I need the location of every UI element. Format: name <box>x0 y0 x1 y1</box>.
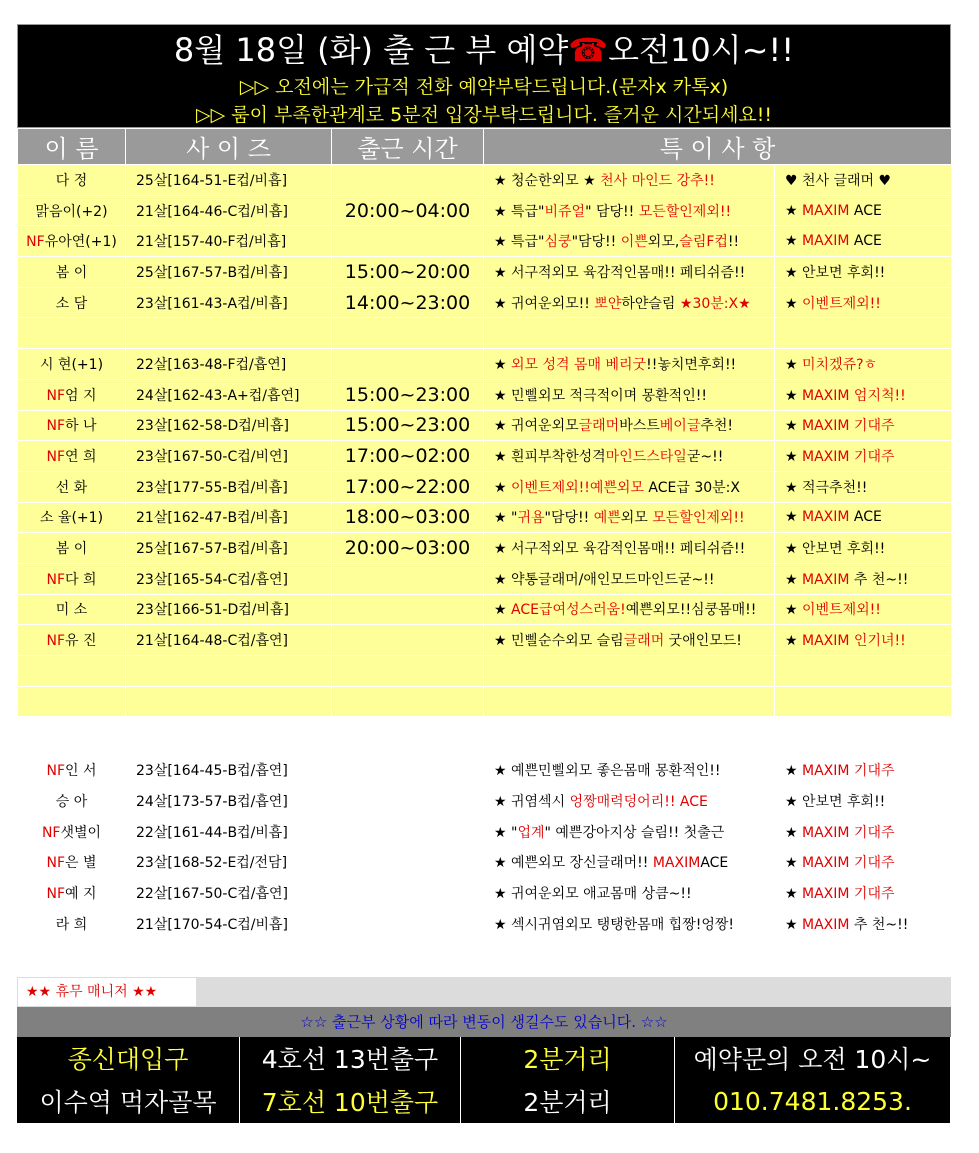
highlight-text: NF <box>46 449 66 466</box>
cell-size: 25살[167-57-B컵/비흡] <box>126 257 332 288</box>
highlight-text: MAXIM <box>802 509 850 526</box>
cell-name: 맑음이(+2) <box>18 195 126 226</box>
cell-note <box>484 441 775 472</box>
cell-name: 미 소 <box>18 594 126 625</box>
off-manager-bar <box>17 977 951 1007</box>
cell-size: 23살[164-45-B컵/흡연] <box>126 755 332 786</box>
schedule-sheet <box>17 24 951 1123</box>
cell-note <box>484 195 775 226</box>
highlight-text: MAXIM 엄지척!! <box>802 387 906 404</box>
text: ★ <box>494 602 512 619</box>
text: ★ 흰피부착한성격 <box>494 449 606 466</box>
table-header <box>18 129 952 165</box>
text: ★ <box>785 763 803 780</box>
cell-name: 라 희 <box>18 908 126 939</box>
cell-tag <box>775 656 952 687</box>
title-banner <box>17 24 951 128</box>
highlight-text: 글래머 <box>623 633 665 650</box>
highlight-text: MAXIM 기대주 <box>802 449 895 466</box>
text: ★ 섹시귀염외모 탱탱한몸매 힙짱!엉짱! <box>494 916 734 933</box>
text: " 예쁜강아지상 슬림!! 첫출근 <box>544 824 725 841</box>
text: ★ " <box>494 824 518 841</box>
highlight-text: 마인드스타일 <box>605 449 687 466</box>
text: 샛별이 <box>60 824 102 841</box>
text: ★ <box>785 449 803 466</box>
table-row <box>18 755 952 786</box>
table-row <box>18 786 952 817</box>
text: !! <box>727 234 740 251</box>
cell-size: 22살[167-50-C컵/흡연] <box>126 878 332 909</box>
highlight-text: MAXIM 기대주 <box>802 824 895 841</box>
cell-name <box>18 656 126 687</box>
highlight-text: MAXIM 기대주 <box>802 763 895 780</box>
text: 바스트 <box>619 418 660 435</box>
cell-name <box>18 878 126 909</box>
phone-icon: ☎ <box>568 31 609 69</box>
text: ★ 예쁜외모 장신글래머!! <box>494 855 653 872</box>
cell-time <box>332 786 484 817</box>
cell-size: 22살[161-44-B컵/비흡] <box>126 816 332 847</box>
table-row <box>18 847 952 878</box>
cell-size: 25살[164-51-E컵/비흡] <box>126 165 332 196</box>
header-note: 특 이 사 항 <box>484 129 952 165</box>
cell-time <box>332 755 484 786</box>
text: ★ 안보면 후회!! <box>785 264 886 281</box>
cell-size: 23살[166-51-D컵/비흡] <box>126 594 332 625</box>
cell-time: 17:00~02:00 <box>332 441 484 472</box>
cell-time: 20:00~03:00 <box>332 533 484 564</box>
text: ♥ 천사 글래머 ♥ <box>785 172 892 189</box>
cell-tag <box>775 349 952 380</box>
cell-time: 18:00~03:00 <box>332 502 484 533</box>
text: ★ <box>785 633 803 650</box>
text: ★ <box>785 855 803 872</box>
cell-tag <box>775 471 952 502</box>
table-row <box>18 318 952 349</box>
cell-name <box>18 226 126 257</box>
cell-time <box>332 878 484 909</box>
table-row <box>18 257 952 288</box>
cell-name: 봄 이 <box>18 533 126 564</box>
cell-note <box>484 287 775 318</box>
header-time: 출근 시간 <box>332 129 484 165</box>
text: 외모 <box>620 510 653 527</box>
cell-time: 15:00~20:00 <box>332 257 484 288</box>
cell-time: 14:00~23:00 <box>332 287 484 318</box>
highlight-text: 업계 <box>517 824 545 841</box>
reservation-hours: 예약문의 오전 10시~ <box>675 1037 951 1080</box>
cell-tag <box>775 563 952 594</box>
table-row <box>18 410 952 441</box>
highlight-text: MAXIM <box>802 233 850 250</box>
table-row <box>18 471 952 502</box>
cell-tag <box>775 441 952 472</box>
cell-name <box>18 755 126 786</box>
location-2: 이수역 먹자골목 <box>17 1080 240 1123</box>
text: ★ 민삘순수외모 슬림 <box>494 633 624 650</box>
cell-tag <box>775 257 952 288</box>
text: 추 천~!! <box>849 571 909 588</box>
text: ★ <box>785 233 803 250</box>
text: 연 희 <box>65 449 97 466</box>
text: ★ 예쁜민삘외모 좋은몸매 몽환적인!! <box>494 763 721 780</box>
cell-tag <box>775 287 952 318</box>
cell-note <box>484 847 775 878</box>
location-footer <box>17 1037 951 1123</box>
text: 굳~!! <box>686 449 724 466</box>
cell-note <box>484 816 775 847</box>
cell-size: 21살[164-46-C컵/비흡] <box>126 195 332 226</box>
cell-note <box>484 349 775 380</box>
highlight-text: MAXIM <box>802 571 850 588</box>
cell-size: 23살[168-52-E컵/전담] <box>126 847 332 878</box>
table-row <box>18 533 952 564</box>
table-row <box>18 379 952 410</box>
cell-time <box>332 656 484 687</box>
cell-size: 21살[164-48-C컵/흡연] <box>126 625 332 656</box>
table-row <box>18 625 952 656</box>
cell-tag <box>775 908 952 939</box>
cell-tag <box>775 195 952 226</box>
highlight-text: 엉짱매력덩어리!! ACE <box>569 793 708 810</box>
notice-bar: ☆☆ 출근부 상황에 따라 변동이 생길수도 있습니다. ☆☆ <box>17 1007 951 1037</box>
cell-size: 25살[167-57-B컵/비흡] <box>126 533 332 564</box>
cell-time <box>332 594 484 625</box>
highlight-text: 뽀얀 <box>594 295 622 312</box>
highlight-text: NF <box>46 418 66 435</box>
cell-time <box>332 847 484 878</box>
cell-name: 봄 이 <box>18 257 126 288</box>
cell-tag <box>775 502 952 533</box>
page-title <box>18 25 950 73</box>
highlight-text: MAXIM 기대주 <box>802 418 895 435</box>
text: ★ <box>785 885 803 902</box>
cell-time <box>332 686 484 717</box>
highlight-text: NF <box>46 763 66 780</box>
table-row <box>18 878 952 909</box>
cell-size: 23살[177-55-B컵/비흡] <box>126 471 332 502</box>
text: ★ 안보면 후회!! <box>785 793 886 810</box>
cell-time: 20:00~04:00 <box>332 195 484 226</box>
cell-tag <box>775 379 952 410</box>
text: ★ 적극추천!! <box>785 479 868 496</box>
text: 하 나 <box>65 418 97 435</box>
highlight-text: 이벤트제외!!예쁜외모 <box>511 479 644 496</box>
cell-size: 22살[163-48-F컵/흡연] <box>126 349 332 380</box>
text: ACE <box>700 855 729 872</box>
title-hours: 오전10시~!! <box>608 31 795 69</box>
text: ★ 특급" <box>494 203 545 220</box>
text: 은 별 <box>65 855 97 872</box>
text: 예 지 <box>65 885 97 902</box>
cell-size: 24살[173-57-B컵/흡연] <box>126 786 332 817</box>
cell-time <box>332 226 484 257</box>
text: 추 천~!! <box>849 916 909 933</box>
text: !!놓치면후회!! <box>646 356 737 373</box>
table-row <box>18 908 952 939</box>
cell-name <box>18 441 126 472</box>
cell-name: 승 아 <box>18 786 126 817</box>
text: ★ <box>494 356 512 373</box>
text: ★ 약통글래머/애인모드마인드굳~!! <box>494 571 715 588</box>
highlight-text: MAXIM 기대주 <box>802 855 895 872</box>
text: "담당!! <box>544 510 594 527</box>
highlight-text: NF <box>46 855 66 872</box>
cell-time <box>332 625 484 656</box>
cell-tag <box>775 533 952 564</box>
cell-time <box>332 563 484 594</box>
cell-time <box>332 816 484 847</box>
cell-name <box>18 816 126 847</box>
cell-note <box>484 318 775 349</box>
header-size: 사 이 즈 <box>126 129 332 165</box>
highlight-text: 심쿵 <box>544 234 572 251</box>
cell-size: 21살[157-40-F컵/비흡] <box>126 226 332 257</box>
cell-note <box>484 625 775 656</box>
cell-note <box>484 686 775 717</box>
cell-name <box>18 625 126 656</box>
highlight-text: 모든할인제외!! <box>652 510 745 527</box>
text: ACE <box>849 233 882 250</box>
cell-size: 23살[162-58-D컵/비흡] <box>126 410 332 441</box>
table-row <box>18 502 952 533</box>
highlight-text: 이쁜 <box>620 234 648 251</box>
cell-size: 24살[162-43-A+컵/흡연] <box>126 379 332 410</box>
cell-time <box>332 349 484 380</box>
cell-size <box>126 686 332 717</box>
cell-note <box>484 471 775 502</box>
text: ★ <box>785 509 803 526</box>
cell-time: 17:00~22:00 <box>332 471 484 502</box>
distance-1: 2분거리 <box>461 1037 675 1080</box>
cell-size: 21살[170-54-C컵/비흡] <box>126 908 332 939</box>
text: 다 희 <box>65 571 97 588</box>
text: ★ 귀여운외모 애교몸매 상큼~!! <box>494 885 692 902</box>
text: ★ <box>785 387 803 404</box>
highlight-text: MAXIM 인기녀!! <box>802 633 906 650</box>
exit-1: 4호선 13번출구 <box>240 1037 461 1080</box>
schedule-table <box>17 128 952 717</box>
text: 엄 지 <box>65 387 97 404</box>
cell-note <box>484 755 775 786</box>
text: ★ <box>494 479 512 496</box>
text: ★ <box>785 418 803 435</box>
extra-list <box>18 755 952 939</box>
text: ★ <box>785 202 803 219</box>
cell-note <box>484 533 775 564</box>
header-name: 이 름 <box>18 129 126 165</box>
table-row <box>18 563 952 594</box>
cell-name <box>18 563 126 594</box>
highlight-text: ★30분:X★ <box>679 295 751 312</box>
table-row <box>18 195 952 226</box>
table-row <box>18 686 952 717</box>
highlight-text: NF <box>26 234 45 251</box>
text: ★ <box>785 824 803 841</box>
table-row <box>18 816 952 847</box>
text: 하얀슬림 <box>621 295 680 312</box>
cell-note <box>484 908 775 939</box>
cell-note <box>484 410 775 441</box>
highlight-text: 외모 성격 몸매 베리굿 <box>511 356 647 373</box>
title-text: 8월 18일 (화) 출 근 부 예약 <box>173 31 569 69</box>
table-row <box>18 441 952 472</box>
cell-tag <box>775 847 952 878</box>
highlight-text: 베이글 <box>659 418 701 435</box>
highlight-text: 예쁜 <box>593 510 621 527</box>
highlight-text: 귀욤 <box>517 510 545 527</box>
working-list <box>18 165 952 717</box>
cell-name: 소 율(+1) <box>18 502 126 533</box>
text: ★ 귀염섹시 <box>494 793 570 810</box>
cell-size: 23살[165-54-C컵/흡연] <box>126 563 332 594</box>
text: 추천! <box>700 418 734 435</box>
cell-note <box>484 594 775 625</box>
text: 인 서 <box>65 763 97 780</box>
cell-size: 23살[167-50-C컵/비연] <box>126 441 332 472</box>
cell-tag <box>775 625 952 656</box>
text: ★ " <box>494 510 518 527</box>
text: ACE급 30분:X <box>643 479 740 496</box>
cell-time: 15:00~23:00 <box>332 410 484 441</box>
cell-tag <box>775 686 952 717</box>
cell-tag <box>775 165 952 196</box>
text: ★ <box>785 295 803 312</box>
highlight-text: MAXIM <box>652 855 701 872</box>
exit-2: 7호선 10번출구 <box>240 1080 461 1123</box>
highlight-text: NF <box>46 633 66 650</box>
cell-tag <box>775 594 952 625</box>
cell-name <box>18 379 126 410</box>
text: 유 진 <box>65 633 97 650</box>
phone-number: 010.7481.8253. <box>675 1080 951 1123</box>
banner-note-1: ▷▷ 오전에는 가급적 전화 예약부탁드립니다.(문자x 카톡x) <box>239 76 729 98</box>
table-row <box>18 226 952 257</box>
table-row <box>18 656 952 687</box>
banner-note-2: ▷▷ 룸이 부족한관계로 5분전 입장부탁드립니다. 즐거운 시간되세요!! <box>195 104 773 126</box>
cell-tag <box>775 755 952 786</box>
cell-name <box>18 847 126 878</box>
cell-size: 23살[161-43-A컵/비흡] <box>126 287 332 318</box>
cell-time: 15:00~23:00 <box>332 379 484 410</box>
highlight-text: 천사 마인드 강추!! <box>600 172 715 189</box>
text: ACE <box>849 202 882 219</box>
text: ★ <box>785 356 803 373</box>
highlight-text: MAXIM 기대주 <box>802 885 895 902</box>
cell-name: 다 정 <box>18 165 126 196</box>
cell-note <box>484 502 775 533</box>
text: "담당!! <box>571 234 621 251</box>
cell-name: 소 담 <box>18 287 126 318</box>
highlight-text: NF <box>46 571 66 588</box>
highlight-text: MAXIM <box>802 202 850 219</box>
highlight-text: 비쥬얼 <box>544 203 586 220</box>
cell-time <box>332 908 484 939</box>
cell-size: 21살[162-47-B컵/비흡] <box>126 502 332 533</box>
cell-note <box>484 257 775 288</box>
cell-name <box>18 686 126 717</box>
text: " 담당!! <box>585 203 639 220</box>
highlight-text: NF <box>46 885 66 902</box>
table-row <box>18 349 952 380</box>
cell-name: 선 화 <box>18 471 126 502</box>
highlight-text: 글래머 <box>578 418 620 435</box>
text: ★ 청순한외모 ★ <box>494 172 601 189</box>
highlight-text: NF <box>41 824 61 841</box>
cell-tag <box>775 786 952 817</box>
highlight-text: 미치겠쥬?ㅎ <box>802 356 878 373</box>
text: ★ 귀여운외모!! <box>494 295 595 312</box>
text: 굿애인모드! <box>664 633 742 650</box>
cell-note <box>484 226 775 257</box>
extra-table <box>17 754 952 939</box>
text: ★ 서구적외모 육감적인몸매!! 페티쉬즘!! <box>494 264 746 281</box>
text: ★ <box>785 571 803 588</box>
cell-note <box>484 379 775 410</box>
text: ★ 안보면 후회!! <box>785 541 886 558</box>
cell-time <box>332 318 484 349</box>
cell-note <box>484 878 775 909</box>
cell-tag <box>775 318 952 349</box>
highlight-text: 이벤트제외!! <box>802 295 881 312</box>
location-1: 종신대입구 <box>17 1037 240 1080</box>
cell-tag <box>775 226 952 257</box>
cell-name <box>18 410 126 441</box>
cell-size <box>126 318 332 349</box>
text: ★ 귀여운외모 <box>494 418 579 435</box>
highlight-text: NF <box>46 387 66 404</box>
text: 외모, <box>647 234 680 251</box>
table-row <box>18 165 952 196</box>
off-manager-label: ★★ 휴무 매니저 ★★ <box>17 977 197 1007</box>
highlight-text: ACE급여성스러움! <box>511 602 626 619</box>
highlight-text: 이벤트제외!! <box>802 602 881 619</box>
text: ★ <box>785 916 803 933</box>
highlight-text: 모든할인제외!! <box>638 203 732 220</box>
cell-note <box>484 165 775 196</box>
cell-note <box>484 656 775 687</box>
cell-time <box>332 165 484 196</box>
text: ACE <box>849 509 882 526</box>
table-row <box>18 287 952 318</box>
text: 유아연(+1) <box>44 234 117 251</box>
text: ★ 서구적외모 육감적인몸매!! 페티쉬즘!! <box>494 541 746 558</box>
text: ★ 민삘외모 적극적이며 몽환적인!! <box>494 387 707 404</box>
cell-tag <box>775 410 952 441</box>
cell-tag <box>775 878 952 909</box>
cell-size <box>126 656 332 687</box>
text: ★ <box>785 602 803 619</box>
text: 예쁜외모!!심쿵몸매!! <box>625 602 757 619</box>
highlight-text: 슬림F컵 <box>679 234 728 251</box>
cell-name: 시 현(+1) <box>18 349 126 380</box>
cell-note <box>484 563 775 594</box>
cell-note <box>484 786 775 817</box>
table-row <box>18 594 952 625</box>
cell-tag <box>775 816 952 847</box>
highlight-text: MAXIM <box>802 916 850 933</box>
distance-2: 2분거리 <box>461 1080 675 1123</box>
text: ★ 특급" <box>494 234 545 251</box>
cell-name <box>18 318 126 349</box>
